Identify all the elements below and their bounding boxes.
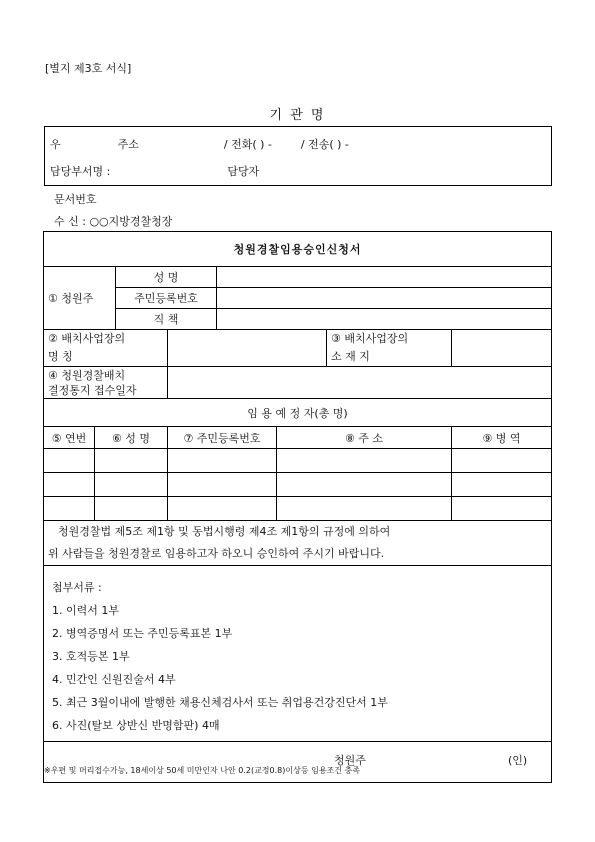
attachment-item: 5. 최근 3월이내에 발행한 채용신체검사서 또는 취업용건강진단서 1부 xyxy=(52,696,388,709)
person-label: 담당자 xyxy=(227,165,260,178)
applicant-name-field[interactable] xyxy=(217,267,552,288)
col-header-number: ⑤ 연번 xyxy=(44,427,95,449)
cell-name[interactable] xyxy=(95,449,168,473)
cell-number[interactable] xyxy=(44,449,95,473)
decision-date-label-line1: ④ 청원경찰배치 xyxy=(48,368,126,382)
table-row xyxy=(44,473,552,497)
cell-id[interactable] xyxy=(168,497,277,521)
workplace-location-label xyxy=(327,330,452,367)
name-label: 성 명 xyxy=(116,267,217,288)
workplace-name-label-line1: ② 배치사업장의 xyxy=(48,332,126,345)
cell-military[interactable] xyxy=(452,473,552,497)
request-statement-line2: 위 사람들을 청원경찰로 임용하고자 하오니 승인하여 주시기 바랍니다. xyxy=(48,547,385,560)
attachments-section xyxy=(44,566,552,742)
footnote: ※우편 및 머리접수가능, 18세이상 50세 미만인자 나안 0.2(교정0.8)이상등 임용조건 충족 xyxy=(44,766,361,775)
attachment-item: 6. 사진(탈보 상반신 반명함판) 4매 xyxy=(52,719,220,732)
signature-row xyxy=(44,742,552,783)
address-label: 주소 xyxy=(117,138,139,151)
application-form xyxy=(43,231,552,783)
col-header-address: ⑧ 주 소 xyxy=(277,427,452,449)
workplace-location-label-line2: 소 재 지 xyxy=(331,350,370,363)
phone-label: / 전화( ) - xyxy=(223,138,272,151)
department-line xyxy=(50,163,259,179)
attachments-title: 첨부서류 : xyxy=(52,581,102,594)
cell-address[interactable] xyxy=(277,449,452,473)
cell-id[interactable] xyxy=(168,449,277,473)
col-header-military: ⑨ 병 역 xyxy=(452,427,552,449)
cell-number[interactable] xyxy=(44,497,95,521)
workplace-name-label xyxy=(44,330,168,367)
position-label: 직 책 xyxy=(116,309,217,330)
workplace-location-field[interactable] xyxy=(452,330,552,367)
attachment-item: 2. 병역증명서 또는 주민등록표본 1부 xyxy=(52,627,233,640)
organization-title: 기 관 명 xyxy=(269,108,326,123)
seal-label: (인) xyxy=(508,754,528,767)
cell-military[interactable] xyxy=(452,497,552,521)
workplace-location-label-line1: ③ 배치사업장의 xyxy=(331,332,409,345)
cell-id[interactable] xyxy=(168,473,277,497)
col-header-name: ⑥ 성 명 xyxy=(95,427,168,449)
attachment-item: 1. 이력서 1부 xyxy=(52,604,119,617)
fax-label: / 전송( ) - xyxy=(300,138,349,151)
request-statement xyxy=(44,521,552,566)
table-row xyxy=(44,449,552,473)
cell-military[interactable] xyxy=(452,449,552,473)
attachment-item: 4. 민간인 신원진술서 4부 xyxy=(52,673,176,686)
decision-date-label-line2: 결정통지 접수일자 xyxy=(48,383,137,397)
decision-date-field[interactable] xyxy=(168,367,552,399)
cell-address[interactable] xyxy=(277,473,452,497)
cell-number[interactable] xyxy=(44,473,95,497)
signer-label: 청원주 xyxy=(334,754,366,767)
postal-label: 우 xyxy=(50,138,61,151)
col-header-id: ⑦ 주민등록번호 xyxy=(168,427,277,449)
address-line xyxy=(50,136,349,152)
form-title: 청원경찰임용승인신청서 xyxy=(44,232,552,267)
workplace-name-label-line2: 명 칭 xyxy=(48,350,73,363)
document-number-label: 문서번호 xyxy=(54,193,97,206)
applicant-id-field[interactable] xyxy=(217,288,552,309)
request-statement-line1: 청원경찰법 제5조 제1항 및 동법시행령 제4조 제1항의 규정에 의하여 xyxy=(58,525,391,538)
table-row xyxy=(44,497,552,521)
planned-appointees-header: 임 용 예 정 자(총 명) xyxy=(44,399,552,427)
applicant-label: ① 청원주 xyxy=(44,267,116,330)
department-label: 담당부서명 : xyxy=(50,165,111,178)
attachment-item: 3. 호적등본 1부 xyxy=(52,650,130,663)
workplace-name-field[interactable] xyxy=(168,330,327,367)
cell-name[interactable] xyxy=(95,497,168,521)
decision-date-label xyxy=(44,367,168,399)
applicant-position-field[interactable] xyxy=(217,309,552,330)
recipient-label: 수 신 : ○○지방경찰청장 xyxy=(54,215,173,228)
cell-name[interactable] xyxy=(95,473,168,497)
cell-address[interactable] xyxy=(277,497,452,521)
id-number-label: 주민등록번호 xyxy=(116,288,217,309)
form-id: [별지 제3호 서식] xyxy=(45,62,132,75)
